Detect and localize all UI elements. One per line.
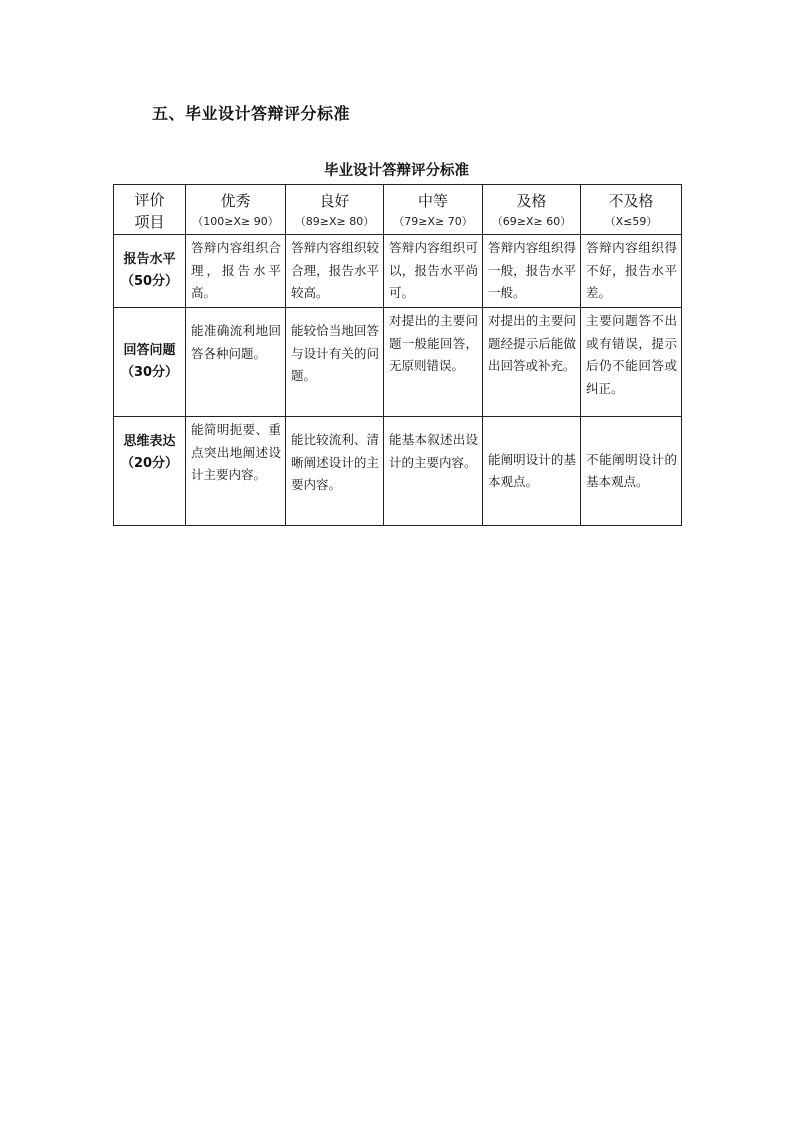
row-label-expression xyxy=(114,417,186,526)
table-cell: 主要问题答不出或有错误，提示后仍不能回答或纠正。 xyxy=(581,308,682,417)
table-cell: 能比较流利、清晰阐述设计的主要内容。 xyxy=(286,417,384,526)
row-item: 报告水平 xyxy=(123,252,176,267)
header-grade-excellent xyxy=(186,185,286,235)
grade-name: 良好 xyxy=(319,191,350,210)
section-heading: 五、毕业设计答辩评分标准 xyxy=(152,104,351,123)
grade-name: 中等 xyxy=(417,191,448,210)
grading-standards-table xyxy=(113,184,682,526)
header-corner-line2: 项目 xyxy=(134,212,165,231)
row-points: （50分） xyxy=(120,274,179,289)
table-row xyxy=(114,417,682,526)
header-grade-fail xyxy=(581,185,682,235)
grade-name: 不及格 xyxy=(608,191,654,210)
table-cell: 不能阐明设计的基本观点。 xyxy=(581,417,682,526)
header-corner-line1: 评价 xyxy=(134,190,165,209)
row-label-report xyxy=(114,235,186,308)
grade-range: （79≥X≥ 70） xyxy=(393,214,473,228)
table-cell: 能阐明设计的基本观点。 xyxy=(483,417,581,526)
grade-name: 优秀 xyxy=(220,191,251,210)
row-item: 思维表达 xyxy=(123,434,176,449)
table-cell: 对提出的主要问题一般能回答，无原则错误。 xyxy=(384,308,483,417)
table-row xyxy=(114,235,682,308)
grade-range: （X≤59） xyxy=(604,214,658,228)
header-grade-pass xyxy=(483,185,581,235)
grade-range: （100≥X≥ 90） xyxy=(192,214,279,228)
grade-range: （89≥X≥ 80） xyxy=(294,214,375,228)
table-row xyxy=(114,308,682,417)
table-title: 毕业设计答辩评分标准 xyxy=(324,163,469,179)
table-cell: 答辩内容组织得不好，报告水平差。 xyxy=(581,235,682,308)
row-label-answering xyxy=(114,308,186,417)
table-cell: 能准确流利地回答各种问题。 xyxy=(186,308,286,417)
row-points: （20分） xyxy=(120,456,179,471)
table-cell: 答辩内容组织得一般，报告水平一般。 xyxy=(483,235,581,308)
table-cell: 答辩内容组织可以，报告水平尚可。 xyxy=(384,235,483,308)
table-cell: 对提出的主要问题经提示后能做出回答或补充。 xyxy=(483,308,581,417)
table-header-row xyxy=(114,185,682,235)
table-cell: 答辩内容组织合理，报告水平高。 xyxy=(186,235,286,308)
table-cell: 能简明扼要、重点突出地阐述设计主要内容。 xyxy=(186,417,286,526)
row-item: 回答问题 xyxy=(123,343,176,358)
header-grade-good xyxy=(286,185,384,235)
table-cell: 答辩内容组织较合理，报告水平较高。 xyxy=(286,235,384,308)
header-corner-cell xyxy=(114,185,186,235)
row-points: （30分） xyxy=(120,365,179,380)
header-grade-medium xyxy=(384,185,483,235)
grade-range: （69≥X≥ 60） xyxy=(491,214,572,228)
grade-name: 及格 xyxy=(516,191,547,210)
table-cell: 能较恰当地回答与设计有关的问题。 xyxy=(286,308,384,417)
table-cell: 能基本叙述出设计的主要内容。 xyxy=(384,417,483,526)
